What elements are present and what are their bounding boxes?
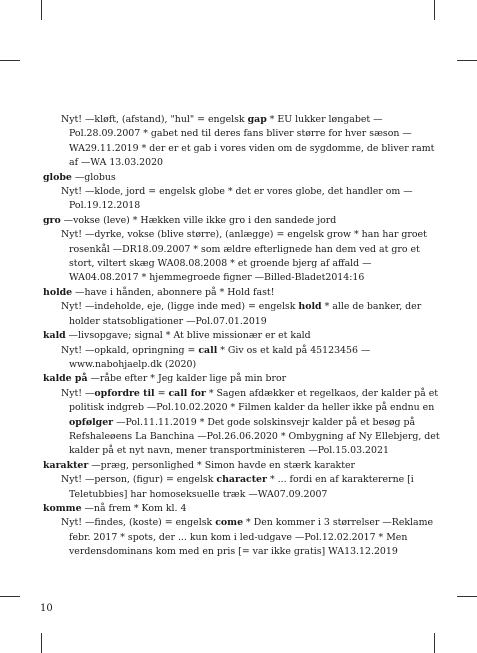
definition: —vokse (leve) * Hækken ville ikke gro i den sandede jord [60, 214, 337, 226]
english-term: call [198, 344, 218, 356]
headword: kalde på [43, 373, 88, 385]
definition: —have i hånden, abonnere på * Hold fast! [72, 286, 275, 298]
dictionary-entry [43, 286, 441, 329]
new-sense [43, 113, 441, 171]
dictionary-entry [43, 372, 441, 458]
sense-text: * ... fordi en af karaktererne [i Teletubbies] har homoseksuelle træk —WA07.09.2007 [69, 474, 414, 500]
definition: —præg, personlighed * Simon havde en stærk karakter [88, 459, 356, 471]
english-term: call for [168, 387, 206, 399]
entry-head [43, 329, 441, 343]
entry-head [43, 502, 441, 516]
sense-text: * EU lukker løngabet —Pol.28.09.2007 * gabet ned til deres fans bliver større for hver sæson —WA29.11.2019 * der er et gab i vores viden om de sygdomme, de bliver ramt af —WA 13.03.2020 [69, 114, 435, 169]
sense-text: —indeholde, eje, (ligge inde med) = engelsk [82, 301, 299, 313]
new-sense [43, 516, 441, 559]
new-sense [43, 185, 441, 214]
definition: —nå frem * Kom kl. 4 [81, 502, 187, 514]
definition: —globus [71, 171, 116, 183]
sense-text: —person, (figur) = engelsk [82, 474, 217, 486]
crop-mark [41, 0, 42, 20]
english-term: gap [247, 114, 267, 125]
crop-mark [0, 596, 20, 597]
new-sense [43, 387, 441, 459]
sense-text: —klode, jord = engelsk globe * det er vores globe, det handler om —Pol.19.12.2018 [69, 186, 413, 212]
sense-text: = [154, 387, 169, 399]
headword: holde [43, 286, 73, 298]
crop-mark [434, 633, 435, 653]
crop-mark [41, 633, 42, 653]
dictionary-text [43, 113, 441, 560]
crop-mark [457, 60, 477, 61]
nyt-label: Nyt! [61, 114, 83, 125]
sense-text: * Sagen afdækker et regelkaos, der kalder på et politisk indgreb —Pol.10.02.2020 * Filmen kalder da heller ikke på endnu en [69, 387, 439, 414]
sense-text: —dyrke, vokse (blive større), (anlægge) = engelsk grow * han har groet rosenkål —DR18.09.2007 * som ældre efterlignede han dem ved at gro et stort, viltert skæg WA08.08.2008 * et groende bjerg af affald —WA04.08.2017 * hjemmegroede figner —Billed-Bladet2014:16 [69, 229, 427, 284]
dictionary-entry [43, 113, 441, 171]
entry-head [43, 372, 441, 386]
entry-head [43, 286, 441, 300]
crop-mark [434, 0, 435, 20]
headword: globe [43, 171, 72, 183]
dictionary-entry [43, 459, 441, 502]
sense-text: — [82, 387, 95, 399]
english-term: hold [298, 301, 322, 313]
headword: komme [43, 502, 82, 514]
nyt-label: Nyt! [61, 344, 83, 356]
entry-head [43, 171, 441, 185]
nyt-label: Nyt! [61, 474, 83, 486]
sense-text: —Pol.11.11.2019 * Det gode solskinsvejr kalder på et besøg på Refshaleøens La Banchina —Pol.26.06.2020 * Ombygning af Ny Ellebjerg, det kalder på et nyt navn, mener transportministeren —Pol.15.03.2021 [69, 416, 440, 457]
nyt-label: Nyt! [61, 387, 83, 399]
entry-head [43, 459, 441, 473]
definition: —råbe efter * Jeg kalder lige på min bror [87, 373, 287, 385]
definition: —livsopgave; signal * At blive missionær er et kald [65, 330, 311, 342]
sense-text: * Giv os et kald på 45123456 —www.nabohjaelp.dk (2020) [69, 344, 371, 370]
sense-text: —findes, (koste) = engelsk [82, 517, 216, 529]
english-term: come [215, 517, 244, 529]
sense-text: * Den kommer i 3 størrelser —Reklame febr. 2017 * spots, der ... kun kom i led-udgave —Pol.12.02.2017 * Men verdensdominans kom med en pris [= var ikke gratis] WA13.12.2019 [69, 517, 434, 558]
dictionary-entry [43, 171, 441, 214]
nyt-label: Nyt! [61, 186, 83, 198]
new-sense [43, 344, 441, 373]
new-sense [43, 228, 441, 286]
english-term: character [216, 474, 267, 486]
new-sense [43, 300, 441, 329]
dictionary-entry [43, 329, 441, 372]
headword: karakter [43, 459, 89, 471]
dictionary-entry [43, 214, 441, 286]
english-term: opfølger [69, 416, 114, 428]
crop-mark [0, 60, 20, 61]
headword: gro [43, 214, 61, 226]
dictionary-entry [43, 502, 441, 560]
crop-mark [457, 596, 477, 597]
headword: kald [43, 330, 66, 342]
sense-text: —kløft, (afstand), "hul" = engelsk [82, 114, 248, 125]
sense-text: —opkald, opringning = [82, 344, 199, 356]
nyt-label: Nyt! [61, 301, 83, 313]
nyt-label: Nyt! [61, 229, 83, 241]
english-term: opfordre til [94, 387, 155, 399]
page-number: 10 [40, 603, 53, 614]
entry-head [43, 214, 441, 228]
sense-text: * alle de banker, der holder statsobligationer —Pol.07.01.2019 [69, 301, 422, 327]
new-sense [43, 473, 441, 502]
nyt-label: Nyt! [61, 517, 83, 529]
